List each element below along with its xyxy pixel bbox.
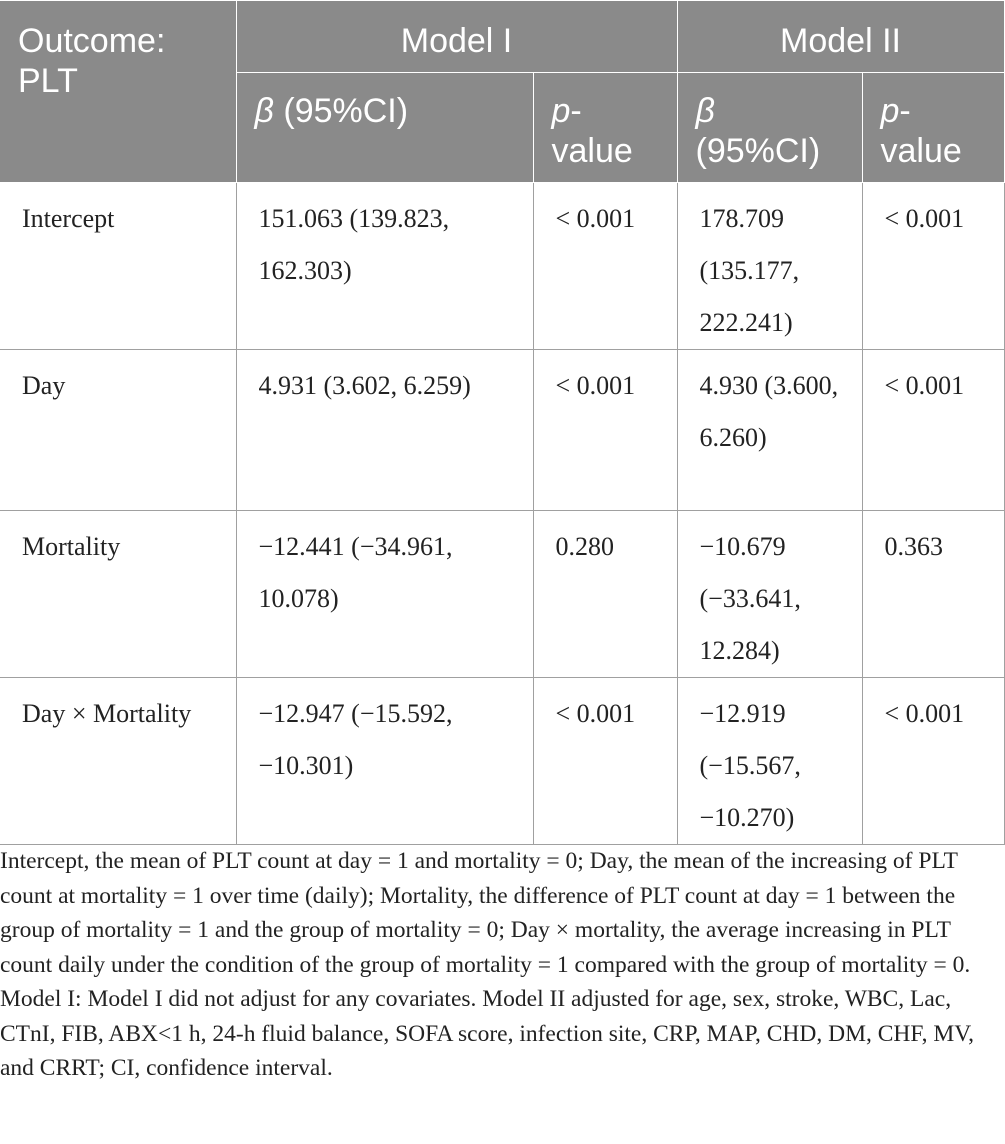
model2-pvalue-cell: 0.363 xyxy=(862,511,1004,678)
table-footnote: Intercept, the mean of PLT count at day = 1 and mortality = 0; Day, the mean of the increasing of PLT count at mortality = 1 over time (daily); Mortality, the difference of PLT count at day = 1 between the group of mortality = 1 and the group of mortality = 0; Day × mortality, the average increasing in PLT count daily under the condition of the group of mortality = 1 compared with the group of mortality = 0. Model I: Model I did not adjust for any covariates. Model II adjusted for age, sex, stroke, WBC, Lac, CTnI, FIB, ABX<1 h, 24-h fluid balance, SOFA score, infection site, CRP, MAP, CHD, DM, CHF, MV, and CRRT; CI, confidence interval. xyxy=(0,848,975,1081)
term-cell: Day × Mortality xyxy=(0,678,236,845)
model2-pvalue-cell: < 0.001 xyxy=(862,678,1004,845)
term-cell: Mortality xyxy=(0,511,236,678)
model2-beta-cell: −10.679 (−33.641, 12.284) xyxy=(677,511,862,678)
ci-label: (95%CI) xyxy=(273,92,409,130)
model2-beta-cell: 178.709 (135.177, 222.241) xyxy=(677,183,862,350)
term-cell: Intercept xyxy=(0,183,236,350)
beta-symbol: β xyxy=(254,92,274,130)
model1-header: Model I xyxy=(236,1,677,73)
model2-beta-cell: −12.919 (−15.567, −10.270) xyxy=(677,678,862,845)
model1-pvalue-cell: < 0.001 xyxy=(533,350,677,511)
term-cell: Day xyxy=(0,350,236,511)
pvalue-rest: -value xyxy=(880,92,962,170)
model2-pvalue-cell: < 0.001 xyxy=(862,183,1004,350)
table-row xyxy=(0,183,1004,350)
model2-pvalue-header xyxy=(862,73,1004,183)
model2-header: Model II xyxy=(677,1,1004,73)
model1-pvalue-cell: < 0.001 xyxy=(533,183,677,350)
p-symbol: p xyxy=(551,92,571,130)
model2-beta-header xyxy=(677,73,862,183)
beta-symbol: β xyxy=(695,92,715,130)
ci-label: (95%CI) xyxy=(695,132,821,170)
model1-beta-cell: −12.441 (−34.961, 10.078) xyxy=(236,511,533,678)
model1-beta-cell: 151.063 (139.823, 162.303) xyxy=(236,183,533,350)
model2-beta-cell: 4.930 (3.600, 6.260) xyxy=(677,350,862,511)
model2-pvalue-cell: < 0.001 xyxy=(862,350,1004,511)
table-header xyxy=(0,1,1004,183)
model1-pvalue-cell: 0.280 xyxy=(533,511,677,678)
table-row xyxy=(0,350,1004,511)
outcome-header: Outcome: PLT xyxy=(0,1,236,183)
p-symbol: p xyxy=(880,92,900,130)
table-row xyxy=(0,678,1004,845)
model1-pvalue-cell: < 0.001 xyxy=(533,678,677,845)
model1-beta-header xyxy=(236,73,533,183)
model1-beta-cell: −12.947 (−15.592, −10.301) xyxy=(236,678,533,845)
table-row xyxy=(0,511,1004,678)
pvalue-rest: -value xyxy=(551,92,633,170)
model1-beta-cell: 4.931 (3.602, 6.259) xyxy=(236,350,533,511)
model1-pvalue-header xyxy=(533,73,677,183)
table-body xyxy=(0,183,1004,845)
